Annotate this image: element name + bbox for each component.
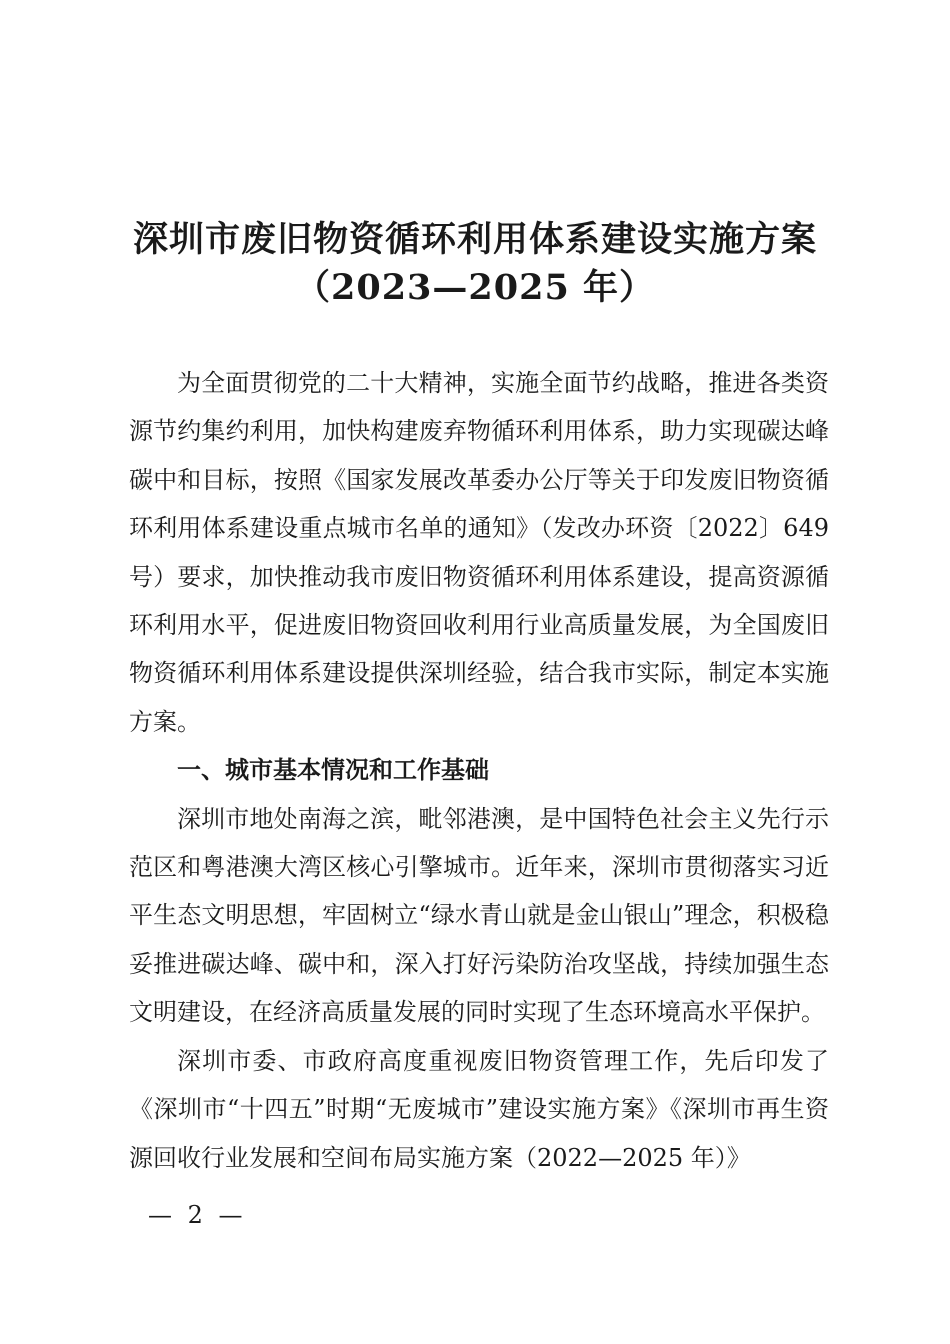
document-body xyxy=(129,359,829,1182)
document-subtitle: （2023—2025 年） xyxy=(294,267,655,308)
page-number: — 2 — xyxy=(148,1201,247,1229)
document-title: 深圳市废旧物资循环利用体系建设实施方案 xyxy=(132,219,817,260)
intro-paragraph: 为全面贯彻党的二十大精神，实施全面节约战略，推进各类资源节约集约利用，加快构建废弃物循环利用体系，助力实现碳达峰碳中和目标，按照《国家发展改革委办公厅等关于印发废旧物资循环利用体系建设重点城市名单的通知》（发改办环资〔2022〕649号）要求，加快推动我市废旧物资循环利用体系建设，提高资源循环利用水平，促进废旧物资回收利用行业高质量发展，为全国废旧物资循环利用体系建设提供深圳经验，结合我市实际，制定本实施方案。 xyxy=(129,369,829,736)
section-paragraph-2: 深圳市委、市政府高度重视废旧物资管理工作，先后印发了《深圳市“十四五”时期“无废城市”建设实施方案》《深圳市再生资源回收行业发展和空间布局实施方案（2022—2025 年）》 xyxy=(129,1046,829,1172)
section-paragraph-1: 深圳市地处南海之滨，毗邻港澳，是中国特色社会主义先行示范区和粤港澳大湾区核心引擎城市。近年来，深圳市贯彻落实习近平生态文明思想，牢固树立“绿水青山就是金山银山”理念，积极稳妥推进碳达峰、碳中和，深入打好污染防治攻坚战，持续加强生态文明建设，在经济高质量发展的同时实现了生态环境高水平保护。 xyxy=(129,804,829,1027)
section-heading: 一、城市基本情况和工作基础 xyxy=(177,756,489,785)
